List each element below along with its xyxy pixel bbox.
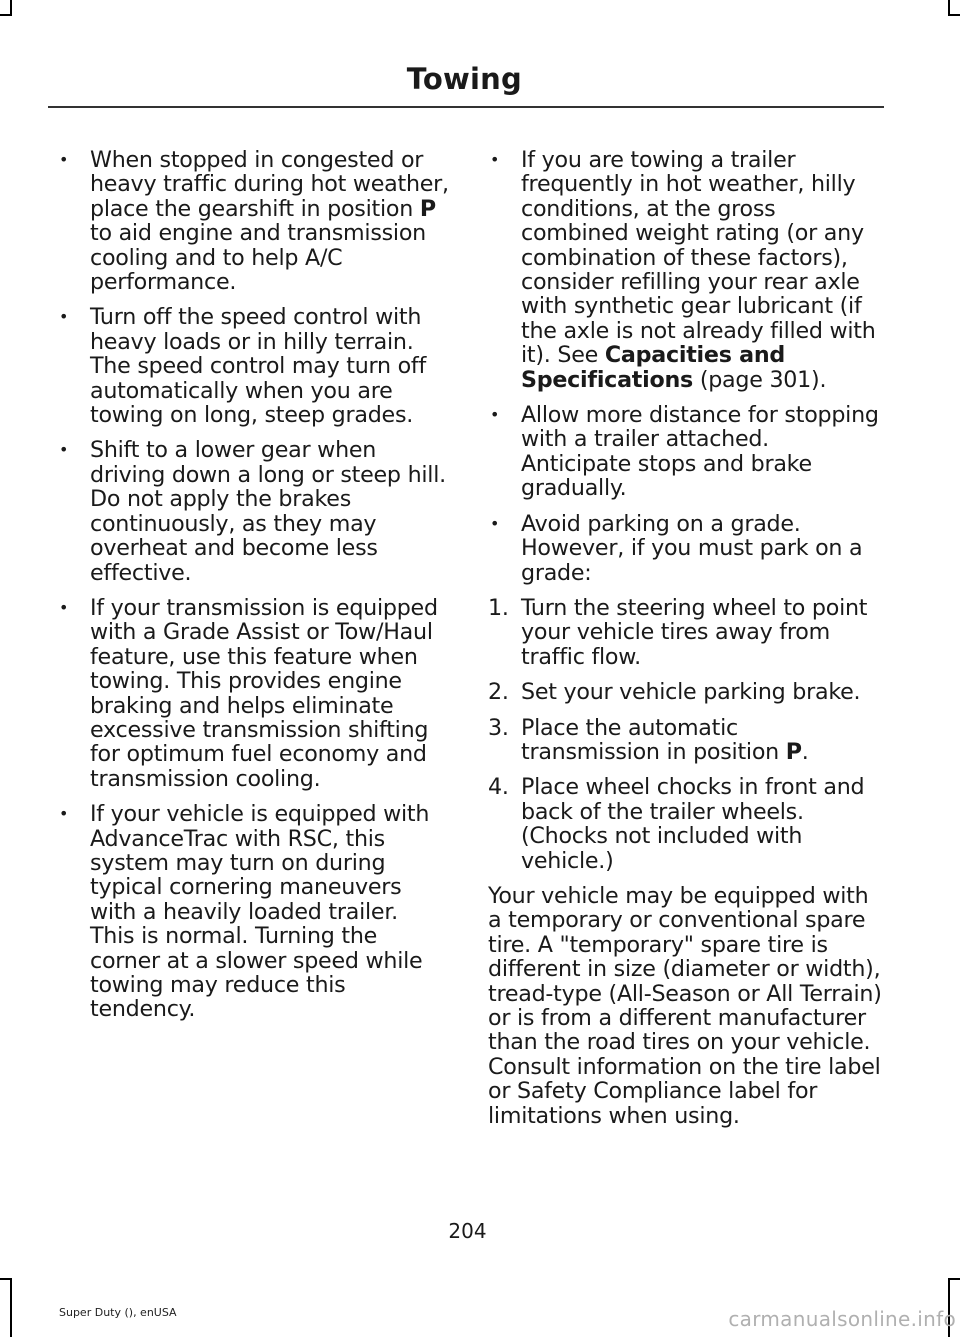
item-text-part: If you are towing a trailer frequently in hot weather, hilly conditions, at the gross combined weight rating (or any combination of these factors), consider refilling your rear axle with synthetic gear lubricant (if the axle is not already filled with it). See: [521, 147, 876, 369]
item-text-part: Avoid parking on a grade. However, if you must park on a grade:: [521, 510, 863, 586]
list-marker: 2.: [488, 679, 509, 706]
numbered-step: [488, 596, 882, 669]
left-column: [57, 148, 449, 1033]
item-text-part: to aid engine and transmission cooling and to help A/C performance.: [90, 220, 426, 296]
bullet-item: [57, 148, 449, 294]
page-title: Towing: [406, 62, 522, 96]
list-marker: •: [490, 405, 500, 425]
page-number: 204: [448, 1219, 487, 1243]
item-text: [521, 774, 864, 873]
crop-mark-bottom-left: [10, 1278, 12, 1337]
item-text: [90, 595, 438, 792]
item-text: [521, 402, 879, 501]
numbered-step: [488, 716, 882, 765]
bullet-item: [57, 596, 449, 791]
item-text-part: (page 301).: [693, 366, 827, 393]
bullet-item: [57, 305, 449, 427]
numbered-step: [488, 680, 882, 704]
item-text-part: When stopped in congested or heavy traffic during hot weather, place the gearshift in position: [90, 147, 449, 222]
item-text-part: Place wheel chocks in front and back of the trailer wheels. (Chocks not included with vehicle.): [521, 774, 865, 874]
item-text-part: .: [801, 738, 809, 765]
item-text: [521, 679, 860, 705]
list-marker: •: [59, 597, 69, 617]
item-text-part: Place the automatic transmission in position: [521, 714, 786, 765]
bullet-item: [488, 148, 882, 392]
crop-mark-top-right: [948, 14, 960, 16]
bullet-item: [57, 438, 449, 584]
item-text: [521, 511, 862, 586]
item-emphasis: P: [419, 195, 436, 222]
list-marker: 3.: [488, 714, 509, 741]
item-text-part: Allow more distance for stopping with a trailer attached. Anticipate stops and brake gradually.: [521, 402, 879, 502]
item-text-part: If your transmission is equipped with a Grade Assist or Tow/Haul feature, use this feature when towing. This provides engine braking and helps eliminate excessive transmission shifting for optimum fuel economy and transmission cooling.: [90, 594, 438, 792]
right-list: [488, 148, 882, 873]
header-divider: [48, 106, 884, 108]
crop-mark-top-left: [0, 14, 12, 16]
item-text-part: Shift to a lower gear when driving down a long or steep hill. Do not apply the brakes continuously, as they may overheat and become less effective.: [90, 437, 446, 586]
footer-text: Super Duty (), enUSA: [59, 1306, 177, 1319]
item-emphasis: Capacities and Specifications: [521, 342, 786, 393]
crop-mark-bottom-left: [0, 1278, 12, 1280]
list-marker: •: [59, 804, 69, 824]
list-marker: 4.: [488, 774, 509, 801]
right-column: [488, 148, 882, 1128]
item-text: [90, 437, 446, 585]
list-marker: 1.: [488, 594, 509, 621]
item-text: [521, 595, 867, 670]
watermark: carmanualsonline.info: [728, 1307, 956, 1331]
list-marker: •: [59, 150, 69, 169]
bullet-item: [57, 802, 449, 1022]
bullet-item: [488, 512, 882, 585]
item-text: [90, 147, 449, 295]
item-text-part: Turn the steering wheel to point your vehicle tires away from traffic flow.: [521, 594, 868, 670]
item-text-part: If your vehicle is equipped with AdvanceTrac with RSC, this system may turn on during typical cornering maneuvers with a heavily loaded trailer. This is normal. Turning the corner at a slower speed while towing may reduce this tendency.: [90, 801, 430, 1023]
bullet-item: [488, 403, 882, 501]
item-text: [521, 715, 809, 765]
list-marker: •: [59, 307, 69, 327]
numbered-step: [488, 775, 882, 873]
item-text: [90, 801, 429, 1022]
item-emphasis: P: [785, 738, 802, 765]
item-text: [90, 304, 426, 428]
list-marker: •: [490, 150, 500, 169]
spare-tire-paragraph: Your vehicle may be equipped with a temporary or conventional spare tire. A "temporary" spare tire is different in size (diameter or width), tread-type (All-Season or All Terrain) or is from a different manufacturer than the road tires on your vehicle. Consult information on the tire label or Safety Compliance label for limitations when using.: [488, 882, 882, 1129]
item-text: [521, 147, 876, 393]
item-text-part: Turn off the speed control with heavy loads or in hilly terrain. The speed control may turn off automatically when you are towing on long, steep grades.: [90, 304, 427, 429]
crop-mark-bottom-right: [948, 1278, 960, 1280]
list-marker: •: [59, 440, 69, 460]
list-marker: •: [490, 513, 500, 533]
item-text-part: Set your vehicle parking brake.: [521, 679, 861, 706]
